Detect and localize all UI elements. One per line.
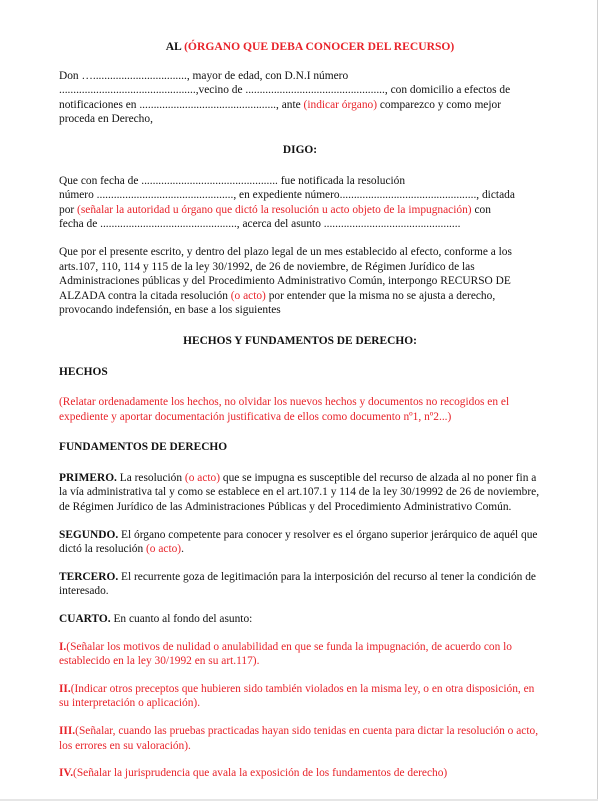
document-title — [69, 40, 551, 55]
ground-label: CUARTO. — [59, 613, 111, 626]
notification-paragraph — [59, 174, 541, 232]
facts-placeholder: (Relatar ordenadamente los hechos, no olvidar los nuevos hechos y documentos no recogidos en el expediente y aportar documentación justificativa de ellos como documento nº1, nº2...) — [59, 396, 510, 423]
notification-text: por — [59, 203, 78, 216]
item-placeholder: (Indicar otros preceptos que hubieren sido también violados en la misma ley, o en otra disposición, en su interpretación o aplicación). — [59, 682, 535, 710]
ground-label: TERCERO. — [59, 570, 119, 583]
ground-cuarto — [59, 612, 541, 627]
notification-line: Que con fecha de ................................................ fue notificada la resolución — [59, 174, 406, 187]
act-placeholder: (o acto) — [146, 543, 182, 556]
notification-text: con — [471, 203, 491, 216]
ground-text: . — [181, 543, 184, 556]
act-placeholder: (o acto) — [230, 289, 266, 302]
item-label: II. — [59, 682, 71, 695]
ground-item-ii — [59, 682, 541, 711]
item-label: III. — [59, 725, 76, 737]
title-prefix: AL — [165, 40, 185, 53]
authority-placeholder: (señalar la autoridad u órgano que dictó la resolución u acto objeto de la impugnación) — [77, 203, 472, 216]
ground-item-iii — [59, 724, 541, 753]
digo-heading: DIGO: — [282, 143, 318, 156]
intro-line: Don …................................., mayor de edad, con D.N.I número — [59, 69, 349, 82]
facts-and-grounds-heading: HECHOS Y FUNDAMENTOS DE DERECHO: — [183, 334, 417, 347]
intro-text: comparezco y como mejor — [377, 98, 502, 111]
notification-line: fecha de ................................................, acerca del asunto ................................................ — [59, 218, 461, 231]
act-placeholder: (o acto) — [184, 471, 221, 484]
ground-text: La resolución — [116, 471, 185, 484]
intro-line — [59, 98, 541, 113]
ground-primero — [59, 471, 541, 515]
appeal-text: por entender que la misma no se ajusta a derecho, provocando indefensión, en base a los siguientes — [59, 289, 496, 317]
notification-line: número ................................................, en expediente número................................................, dictada — [59, 189, 515, 202]
ground-label: PRIMERO. — [59, 471, 117, 484]
title-placeholder: (ÓRGANO QUE DEBA CONOCER DEL RECURSO) — [184, 40, 455, 53]
intro-paragraph — [59, 69, 541, 127]
intro-line: proceda en Derecho, — [59, 113, 153, 126]
ground-text: que se impugna es susceptible del recurso de alzada al no poner fin a la vía administrativa tal y como se establece en el art.107.1 y 114 de la ley 30/19992 de 26 de noviembre, de Régimen Jurídico de las Administraciones Públicas y del Procedimiento Administrativo Común. — [59, 471, 540, 514]
item-placeholder: (Señalar la jurisprudencia que avala la exposición de los fundamentos de derecho) — [73, 767, 448, 780]
facts-heading: HECHOS — [59, 365, 108, 378]
appeal-text: Que por el presente escrito, y dentro del plazo legal de un mes establecido al efecto, conforme a los arts.107, 110, 114 y 115 de la ley 30/1992, de 26 de noviembre, de Régimen Jurídico de las Administraciones públicas y del Procedimiento Administrativo Común, interpongo RECURSO DE ALZADA contra la citada resolución — [59, 245, 512, 302]
legal-grounds-heading: FUNDAMENTOS DE DERECHO — [59, 441, 228, 454]
intro-line: ................................................,vecino de ................................................., con domicilio a efectos de — [59, 84, 511, 97]
notification-line — [59, 203, 541, 218]
ground-tercero — [59, 570, 541, 599]
organ-placeholder: (indicar órgano) — [303, 98, 378, 111]
item-label: I. — [59, 640, 67, 653]
appeal-paragraph — [59, 245, 541, 318]
ground-item-i — [59, 640, 541, 669]
item-placeholder: (Señalar, cuando las pruebas practicadas hayan sido tenidas en cuenta para dictar la resolución o acto, los errores en su valoración). — [59, 725, 539, 752]
ground-segundo — [59, 528, 541, 557]
ground-label: SEGUNDO. — [59, 528, 119, 541]
ground-text: El órgano competente para conocer y resolver es el órgano superior jerárquico de aquél que dictó la resolución — [59, 528, 538, 556]
item-label: IV. — [59, 767, 74, 780]
ground-text: En cuanto al fondo del asunto: — [110, 613, 253, 626]
item-placeholder: (Señalar los motivos de nulidad o anulabilidad en que se funda la impugnación, de acuerdo con lo establecido en la ley 30/1992 en su art.117). — [59, 640, 512, 668]
ground-text: El recurrente goza de legitimación para la interposición del recurso al tener la condición de interesado. — [59, 570, 536, 598]
document-body — [59, 40, 541, 781]
ground-item-iv — [59, 766, 541, 781]
intro-text: notificaciones en ................................................, ante — [59, 98, 304, 111]
